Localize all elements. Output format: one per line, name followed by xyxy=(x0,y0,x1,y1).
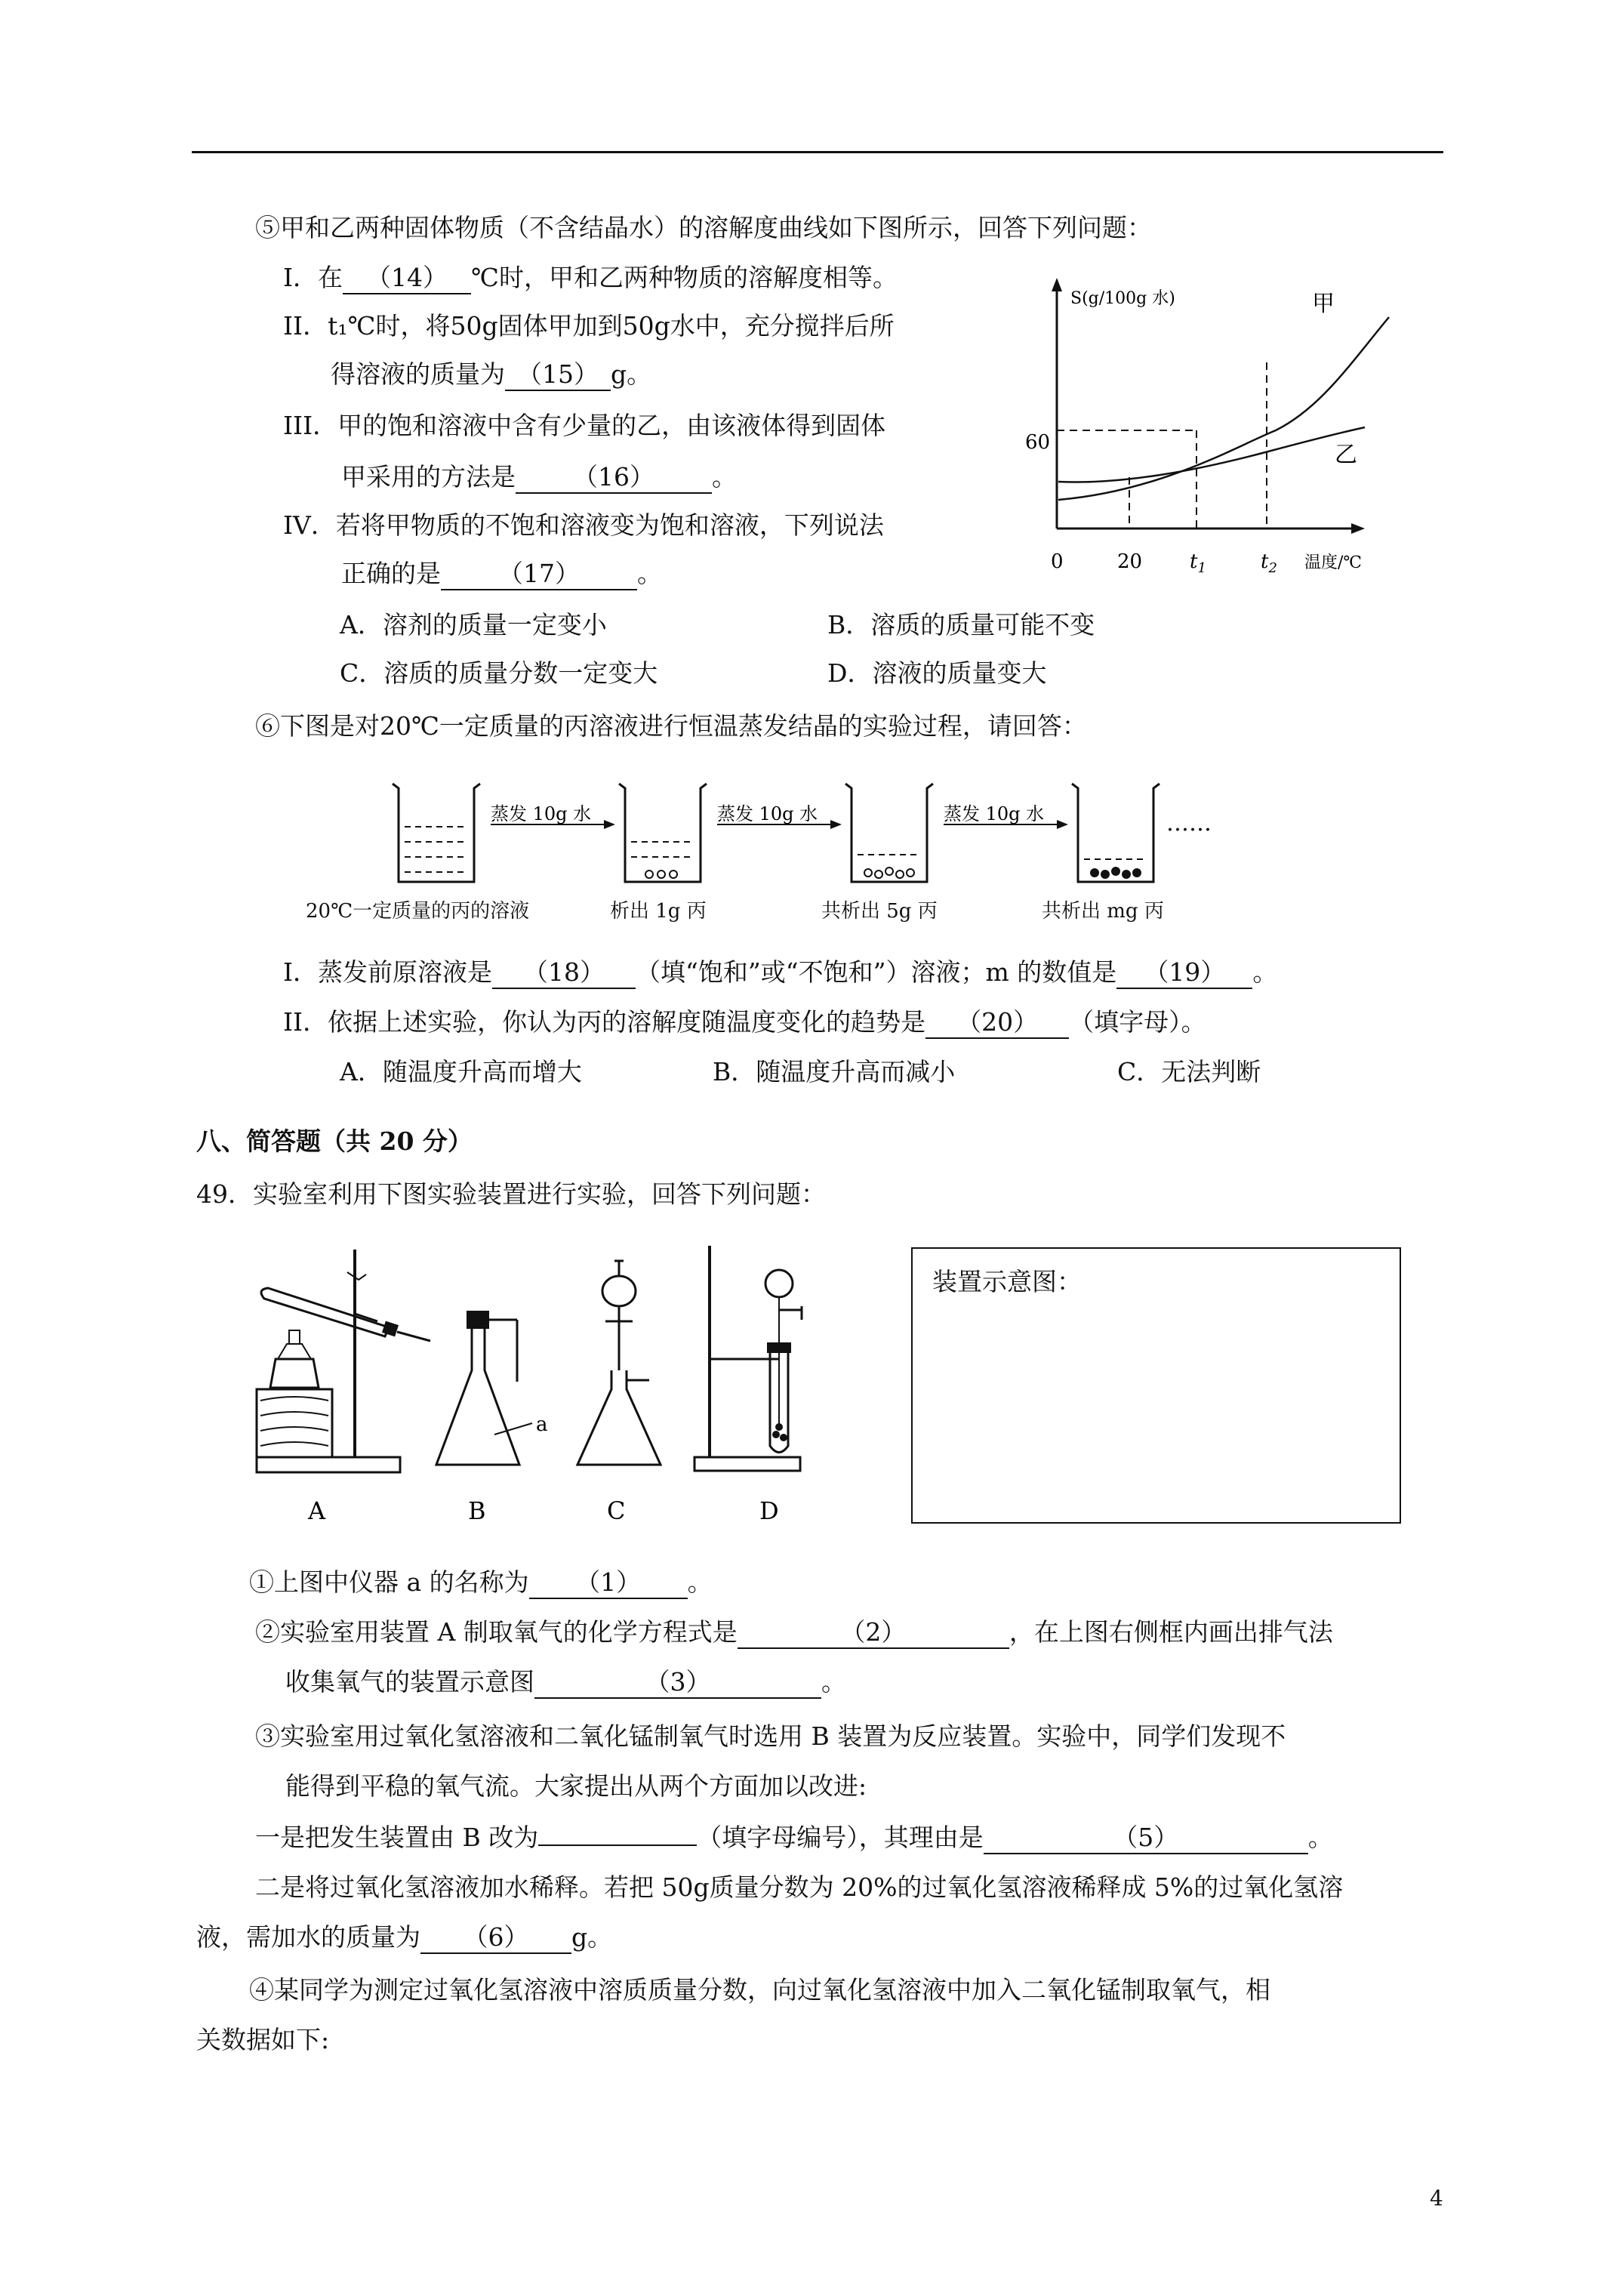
q49-p6-line2: 关数据如下: xyxy=(196,2025,330,2054)
caption-3: 共析出 5g 丙 xyxy=(821,900,938,923)
q49-p1: ①上图中仪器 a 的名称为 （1） 。 xyxy=(249,1567,713,1599)
curve-jia xyxy=(1058,317,1389,500)
blank-16[interactable]: （16） xyxy=(516,462,712,494)
q49-p2b: 收集氧气的装置示意图 （3） 。 xyxy=(285,1667,846,1699)
q49-p5-line1: 二是将过氧化氢溶液加水稀释。若把 50g质量分数为 20%的过氧化氢溶液稀释成 5%的过氧化氢溶 xyxy=(255,1872,1344,1902)
q5-iii-line2: 甲采用的方法是 （16） 。 xyxy=(341,462,737,494)
continuation-dots: …… xyxy=(1166,810,1212,837)
graph-xlabel: 温度/℃ xyxy=(1304,553,1363,572)
graph-label-jia: 甲 xyxy=(1312,291,1335,317)
q5-iv-line1: IV．若将甲物质的不饱和溶液变为饱和溶液，下列说法 xyxy=(283,510,884,540)
caption-4: 共析出 mg 丙 xyxy=(1042,900,1164,923)
page-number: 4 xyxy=(1430,2186,1443,2211)
evaporation-diagram xyxy=(377,770,1268,891)
q49-p3-line2: 能得到平稳的氧气流。大家提出从两个方面加以改进: xyxy=(285,1771,867,1801)
y-axis-arrow xyxy=(1052,278,1062,291)
q6-ii: II．依据上述实验，你认为丙的溶解度随温度变化的趋势是 （20） （填字母）。 xyxy=(283,1007,1206,1039)
beaker-4 xyxy=(1072,784,1160,882)
blank-4[interactable] xyxy=(538,1845,697,1846)
graph-x0: 0 xyxy=(1051,550,1064,573)
graph-t1: $t_1$ xyxy=(1190,550,1206,576)
drawing-box-title: 装置示意图： xyxy=(932,1267,1082,1296)
q5-intro: ⑤甲和乙两种固体物质（不含结晶水）的溶解度曲线如下图所示，回答下列问题： xyxy=(255,213,1152,242)
apparatus-b xyxy=(436,1311,548,1465)
blank-6[interactable]: （6） xyxy=(420,1922,571,1954)
blank-1[interactable]: （1） xyxy=(529,1567,688,1599)
q6-option-b: B．随温度升高而减小 xyxy=(713,1057,956,1086)
q5-option-c: C．溶质的质量分数一定变大 xyxy=(340,658,658,688)
beaker-1 xyxy=(393,784,480,882)
label-d: D xyxy=(759,1496,779,1525)
q5-ii-line1: II．t₁℃时，将50g固体甲加到50g水中，充分搅拌后所 xyxy=(283,311,895,341)
q49-p6-line1: ④某同学为测定过氧化氢溶液中溶质质量分数，向过氧化氢溶液中加入二氧化锰制取氧气，相 xyxy=(249,1975,1270,2005)
blank-17[interactable]: （17） xyxy=(441,559,637,590)
graph-x20: 20 xyxy=(1117,550,1143,573)
q5-option-b: B．溶质的质量可能不变 xyxy=(827,610,1095,639)
q5-ii-line2: 得溶液的质量为 （15） g。 xyxy=(331,359,651,391)
label-b: B xyxy=(468,1496,486,1525)
caption-1: 20℃一定质量的丙的溶液 xyxy=(306,900,530,923)
q49-p4: 一是把发生装置由 B 改为 （填字母编号），其理由是 （5） 。 xyxy=(255,1823,1333,1854)
blank-18[interactable]: （18） xyxy=(492,957,636,989)
q6-option-a: A．随温度升高而增大 xyxy=(340,1057,582,1086)
q49-intro: 49．实验室利用下图实验装置进行实验，回答下列问题： xyxy=(196,1179,826,1209)
q49-p3-line1: ③实验室用过氧化氢溶液和二氧化锰制氧气时选用 B 装置为反应装置。实验中，同学们发现不 xyxy=(255,1721,1286,1751)
q6-intro: ⑥下图是对20℃一定质量的丙溶液进行恒温蒸发结晶的实验过程，请回答： xyxy=(255,711,1087,741)
caption-2: 析出 1g 丙 xyxy=(610,900,707,923)
q5-option-d: D．溶液的质量变大 xyxy=(827,658,1047,688)
q5-option-a: A．溶剂的质量一定变小 xyxy=(340,610,607,639)
drawing-box[interactable] xyxy=(911,1247,1401,1524)
graph-ylabel: S(g/100g 水) xyxy=(1070,289,1175,308)
section-8-title: 八、简答题（共 20 分） xyxy=(196,1126,473,1156)
blank-3[interactable]: （3） xyxy=(534,1667,821,1699)
q5-iv-line2: 正确的是 （17） 。 xyxy=(341,559,662,590)
beaker-3 xyxy=(845,784,933,882)
curve-yi xyxy=(1058,427,1365,482)
blank-14[interactable]: （14） xyxy=(343,263,471,294)
apparatus-c xyxy=(577,1261,661,1465)
apparatus-diagram xyxy=(242,1238,861,1525)
evap-label-2: 蒸发 10g 水 xyxy=(717,803,818,824)
graph-y60: 60 xyxy=(1025,431,1051,454)
apparatus-a xyxy=(257,1250,430,1472)
q49-p2: ②实验室用装置 A 制取氧气的化学方程式是 （2） ，在上图右侧框内画出排气法 xyxy=(255,1617,1333,1649)
blank-15[interactable]: （15） xyxy=(505,359,611,391)
evap-label-3: 蒸发 10g 水 xyxy=(944,803,1045,824)
header-rule xyxy=(192,151,1443,153)
graph-label-yi: 乙 xyxy=(1335,442,1357,468)
label-a: A xyxy=(308,1496,326,1525)
label-c: C xyxy=(607,1496,626,1525)
beaker-2 xyxy=(619,784,707,882)
blank-2[interactable]: （2） xyxy=(738,1617,1009,1649)
blank-20[interactable]: （20） xyxy=(925,1007,1069,1039)
apparatus-d xyxy=(694,1246,802,1471)
x-axis-arrow xyxy=(1351,523,1365,534)
label-a-instrument: a xyxy=(536,1413,548,1436)
q49-p5-line2: 液，需加水的质量为 （6） g。 xyxy=(196,1922,612,1954)
blank-19[interactable]: （19） xyxy=(1116,957,1252,989)
q6-i: I．蒸发前原溶液是 （18） （填“饱和”或“不饱和”）溶液；m 的数值是 （19） 。 xyxy=(283,957,1277,989)
blank-5[interactable]: （5） xyxy=(984,1823,1308,1854)
graph-t2: $t_2$ xyxy=(1261,550,1277,576)
evap-label-1: 蒸发 10g 水 xyxy=(491,803,592,824)
q6-option-c: C．无法判断 xyxy=(1117,1057,1261,1086)
solubility-graph xyxy=(1012,272,1419,589)
q5-iii-line1: III．甲的饱和溶液中含有少量的乙，由该液体得到固体 xyxy=(283,411,886,440)
q5-i: I．在 （14） ℃时，甲和乙两种物质的溶解度相等。 xyxy=(283,263,898,294)
